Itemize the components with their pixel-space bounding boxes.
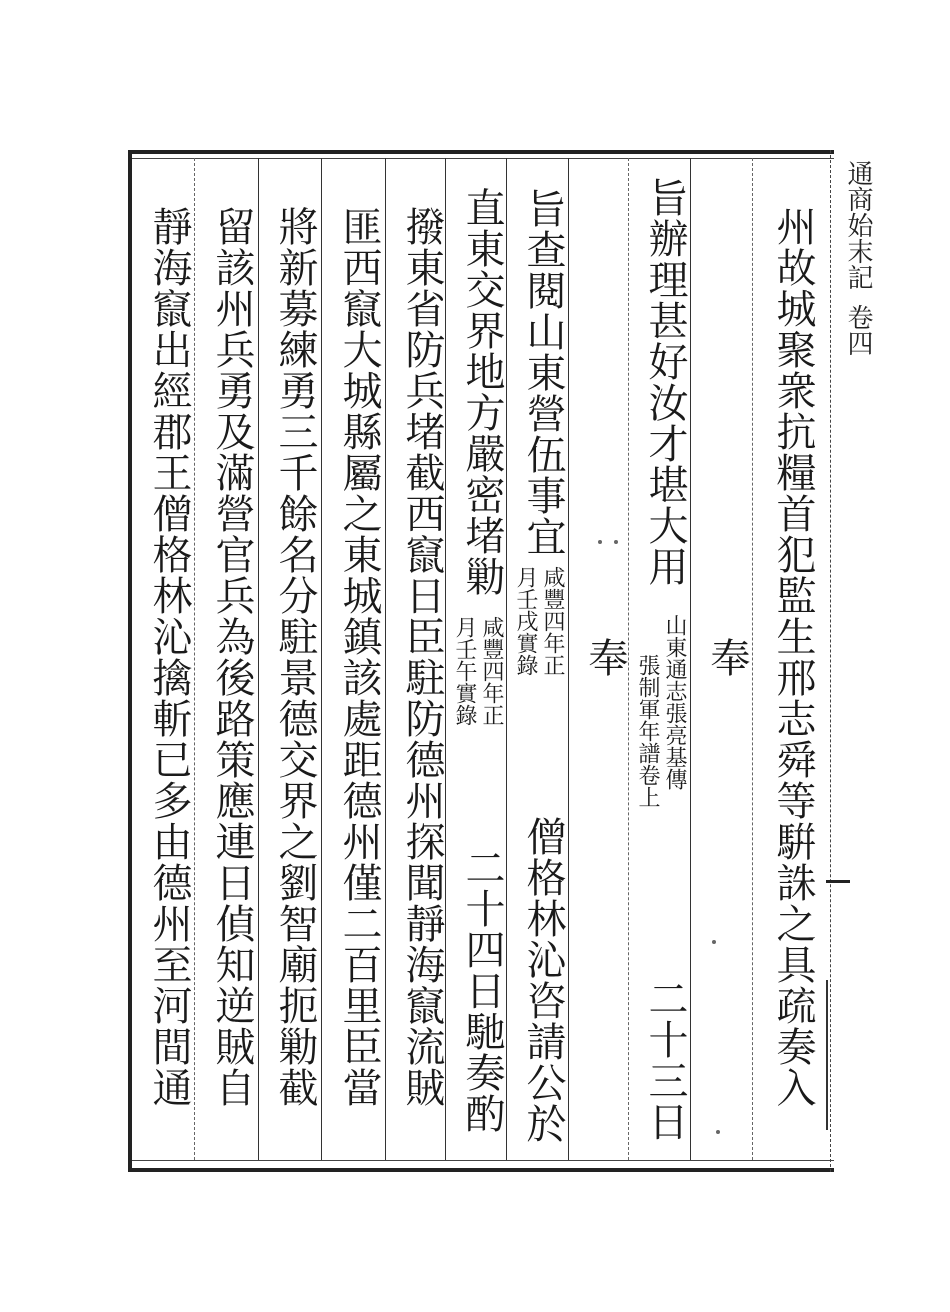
frame-right-border [830, 150, 831, 1172]
ink-dot [716, 1130, 720, 1134]
text-column-2: 奉 [704, 636, 750, 678]
column-rule [321, 158, 322, 1160]
text-column-3-top: 旨辦理甚好汝才堪大用 [642, 177, 688, 587]
margin-book-title: 通商始末記 [843, 160, 873, 290]
text-column-1: 州故城聚衆抗糧首犯監生邢志舜等騈誅之具疏奏入 [770, 206, 816, 1108]
frame-left-border [128, 150, 132, 1172]
column-rule [568, 158, 569, 1160]
column-rule [506, 158, 507, 1160]
frame-top-border [128, 150, 834, 154]
frame-bottom-inner-border [128, 1160, 834, 1161]
ink-dot [712, 940, 716, 944]
annotation-right: 咸豐四年正 [479, 616, 504, 726]
annotation-column-3 [630, 614, 688, 844]
text-column-3-bottom: 二十三日 [642, 978, 688, 1142]
frame-top-inner-border [128, 158, 834, 159]
column-rule [385, 158, 386, 1160]
margin-page-mark [826, 880, 850, 883]
annotation-left: 月壬戌實錄 [513, 566, 538, 676]
annotation-column-5 [508, 566, 566, 766]
text-column-7: 撥東省防兵堵截西竄日臣駐防德州探聞靜海竄流賊 [399, 206, 445, 1108]
column-rule [752, 158, 753, 1160]
column-rule [194, 158, 195, 1160]
column-rule [258, 158, 259, 1160]
text-column-8: 匪西竄大城縣屬之東城鎮該處距德州僅二百里臣當 [336, 206, 382, 1108]
column-rule [690, 158, 691, 1160]
text-column-4: 奉 [582, 636, 628, 678]
text-column-6-bottom: 二十四日馳奏酌 [459, 846, 505, 1134]
text-column-5-top: 旨查閱山東營伍事宜 [520, 187, 566, 557]
column-rule [628, 158, 629, 1160]
margin-title [838, 160, 872, 356]
text-column-5-bottom: 僧格林沁咨請公於 [520, 816, 566, 1144]
annotation-left: 張制軍年譜卷上 [635, 654, 660, 808]
annotation-right: 咸豐四年正 [540, 566, 565, 676]
ink-dot [598, 540, 602, 544]
text-column-9: 將新募練勇三千餘名分駐景德交界之劉智廟扼勦截 [272, 206, 318, 1108]
ink-dot [614, 540, 618, 544]
annotation-column-6 [447, 616, 505, 816]
frame-bottom-border [128, 1168, 834, 1172]
column-rule [445, 158, 446, 1160]
margin-juan: 卷四 [843, 304, 873, 356]
margin-bar [826, 980, 828, 1130]
text-column-6-top: 直東交界地方嚴密堵勦 [459, 187, 505, 597]
text-column-11: 靜海竄出經郡王僧格林沁擒斬已多由德州至河間通 [146, 206, 192, 1108]
text-column-10: 留該州兵勇及滿營官兵為後路策應連日偵知逆賊自 [209, 206, 255, 1108]
annotation-left: 月壬午實錄 [452, 616, 477, 726]
annotation-right: 山東通志張亮基傳 [662, 614, 687, 790]
